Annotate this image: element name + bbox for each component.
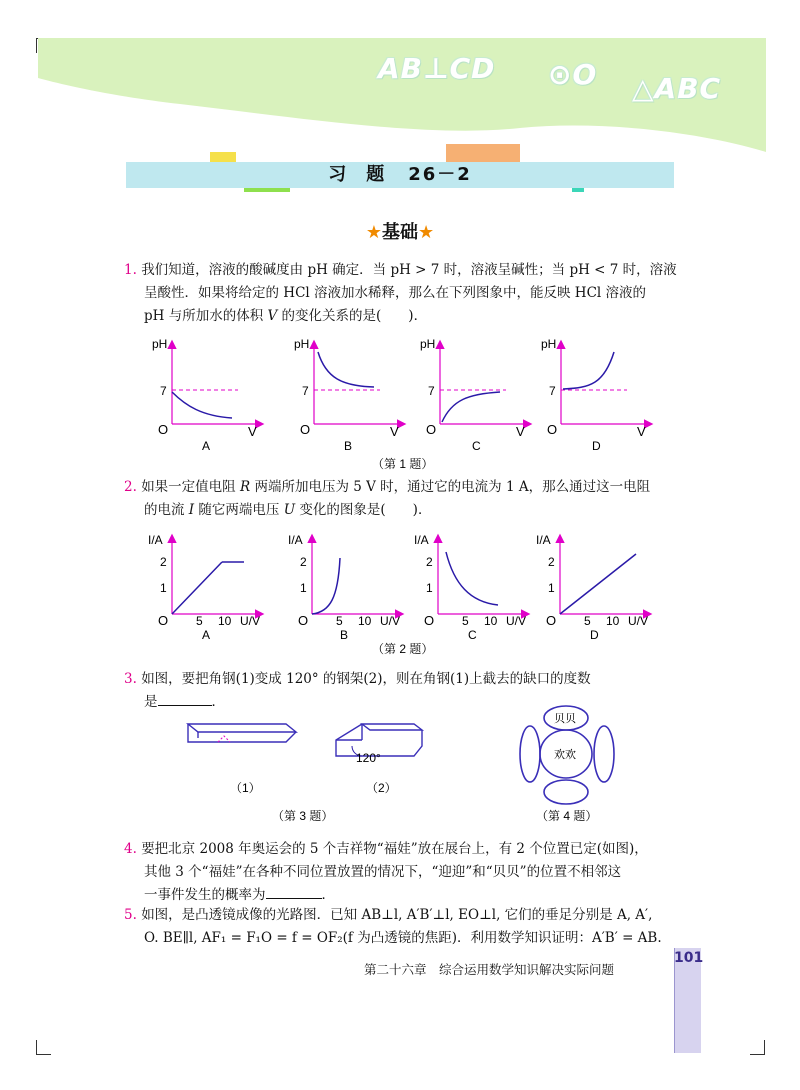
question-number: 4. — [124, 841, 137, 857]
axis-label-ph: pH — [294, 337, 310, 351]
q2-graph-b — [288, 533, 402, 642]
axis-label-ph: pH — [541, 337, 557, 351]
q1-line1: 我们知道，溶液的酸碱度由 pH 确定．当 pH > 7 时，溶液呈碱性；当 pH < 7 时，溶液 — [141, 262, 677, 278]
q3-line2b: ． — [211, 694, 225, 710]
q4-line1: 要把北京 2008 年奥运会的 5 个吉祥物“福娃”放在展台上，有 2 个位置已定(如图)， — [141, 841, 648, 857]
option-label-c: C — [472, 439, 481, 453]
axis-label-current: I/A — [288, 533, 303, 547]
origin-label: O — [158, 613, 169, 628]
tick-y-1: 1 — [160, 581, 167, 595]
q1-line3b: 的变化关系的是( )． — [277, 308, 428, 324]
tick-x-10: 10 — [606, 614, 620, 628]
q2-line1a: 如果一定值电阻 — [141, 479, 240, 495]
q1-var-v: V — [267, 308, 278, 324]
crop-mark-bottom-left — [36, 1040, 51, 1055]
q2-var-r: R — [239, 479, 251, 495]
tick-x-10: 10 — [218, 614, 232, 628]
origin-label: O — [424, 613, 435, 628]
q2-graph-a — [148, 533, 262, 642]
exercise-title — [0, 162, 800, 188]
q2-figures — [0, 528, 800, 660]
option-label-b: B — [344, 439, 353, 453]
q5-line2: O. BE∥l, AF₁ = F₁O = f = OF₂(f 为凸透镜的焦距)．利用数学知识证明：A′B′ = AB. — [144, 930, 662, 946]
q3-q4-figures — [0, 700, 800, 830]
option-label-a: A — [202, 439, 211, 453]
q2-line2b: 随它两端电压 — [194, 502, 284, 518]
origin-label: O — [298, 613, 309, 628]
star-icon: ★ — [365, 222, 382, 243]
figure-caption: （第 3 题） — [272, 809, 334, 823]
axis-label-current: I/A — [536, 533, 551, 547]
question-number: 1. — [124, 262, 137, 278]
q4-line3a: 一事件发生的概率为 — [144, 887, 266, 903]
q1-line2: 呈酸性．如果将给定的 HCl 溶液加水稀释，那么在下列图象中，能反映 HCl 溶液的 — [144, 285, 647, 301]
axis-label-v: V — [390, 424, 399, 439]
question-2 — [124, 476, 684, 522]
q1-graph-b — [294, 337, 404, 453]
option-label-a: A — [202, 628, 211, 642]
mascot-huanhuan: 欢欢 — [554, 749, 576, 761]
q1-graph-c — [420, 337, 530, 453]
question-5 — [124, 904, 684, 950]
tick-x-5: 5 — [196, 614, 203, 628]
angle-steel-1 — [188, 724, 296, 742]
axis-label-current: I/A — [414, 533, 429, 547]
option-label-b: B — [340, 628, 349, 642]
question-1 — [124, 259, 684, 328]
tick-y-1: 1 — [300, 581, 307, 595]
mascot-beibei: 贝贝 — [554, 713, 576, 725]
axis-label-voltage: U/V — [506, 614, 527, 628]
axis-label-v: V — [637, 424, 646, 439]
chapter-footer: 第二十六章 综合运用数学知识解决实际问题 — [364, 962, 615, 977]
decor-triangle: △ABC — [632, 72, 722, 105]
star-icon: ★ — [418, 222, 435, 243]
axis-label-voltage: U/V — [240, 614, 261, 628]
tick-x-5: 5 — [462, 614, 469, 628]
figure-caption: （第 2 题） — [372, 642, 434, 656]
option-label-d: D — [590, 628, 599, 642]
q2-graph-c — [414, 533, 528, 642]
tick-y-2: 2 — [548, 555, 555, 569]
tick-x-10: 10 — [358, 614, 372, 628]
tick-y-2: 2 — [426, 555, 433, 569]
question-4 — [124, 838, 684, 907]
q5-line1: 如图，是凸透镜成像的光路图．已知 AB⊥l, A′B′⊥l, EO⊥l, 它们的垂足分别是 A, A′, — [141, 907, 653, 923]
tick-y-1: 1 — [548, 581, 555, 595]
position-right — [594, 726, 614, 782]
q2-var-i: I — [188, 502, 195, 518]
position-bottom — [544, 780, 588, 804]
origin-label: O — [158, 422, 169, 437]
q2-line2a: 的电流 — [144, 502, 189, 518]
axis-label-ph: pH — [152, 337, 168, 351]
tick-x-10: 10 — [484, 614, 498, 628]
axis-label-voltage: U/V — [380, 614, 401, 628]
q4-line3b: ． — [321, 887, 335, 903]
q2-graph-d — [536, 533, 650, 642]
title-char-1: 习 — [328, 164, 349, 185]
origin-label: O — [547, 422, 558, 437]
tick-x-5: 5 — [584, 614, 591, 628]
option-label-d: D — [592, 439, 601, 453]
section-heading — [0, 218, 800, 244]
origin-label: O — [426, 422, 437, 437]
section-label: 基础 — [382, 222, 418, 243]
axis-label-ph: pH — [420, 337, 436, 351]
question-number: 5. — [124, 907, 137, 923]
tick-y-2: 2 — [300, 555, 307, 569]
q1-graph-d — [541, 337, 651, 453]
position-left — [520, 726, 540, 782]
figure-label-1: （1） — [230, 781, 261, 795]
title-deco-orange — [446, 144, 520, 164]
tick-y-2: 2 — [160, 555, 167, 569]
q3-line2a: 是 — [144, 694, 158, 710]
tick-seven: 7 — [160, 384, 167, 398]
tick-y-1: 1 — [426, 581, 433, 595]
tick-seven: 7 — [428, 384, 435, 398]
figure-caption: （第 4 题） — [536, 809, 598, 823]
title-char-2: 题 — [366, 164, 387, 185]
q3-line1: 如图，要把角钢(1)变成 120° 的钢架(2)，则在角钢(1)上截去的缺口的度数 — [141, 671, 591, 687]
q2-line2c: 变化的图象是( )． — [295, 502, 432, 518]
figure-caption: （第 1 题） — [372, 457, 434, 471]
tick-x-5: 5 — [336, 614, 343, 628]
figure-label-2: （2） — [366, 781, 397, 795]
decor-perpendicular: AB⊥CD — [378, 52, 496, 85]
crop-mark-bottom-right — [750, 1040, 765, 1055]
question-number: 2. — [124, 479, 137, 495]
option-label-c: C — [468, 628, 477, 642]
q1-figures — [0, 330, 800, 475]
q2-var-u: U — [283, 502, 296, 518]
axis-label-v: V — [516, 424, 525, 439]
axis-label-v: V — [248, 424, 257, 439]
angle-label: 120° — [356, 751, 381, 765]
decor-circle: ⊙O — [548, 58, 598, 91]
origin-label: O — [300, 422, 311, 437]
title-number: 26－2 — [408, 164, 472, 185]
q2-line1b: 两端所加电压为 5 V 时，通过它的电流为 1 A，那么通过这一电阻 — [250, 479, 651, 495]
axis-label-voltage: U/V — [628, 614, 649, 628]
axis-label-current: I/A — [148, 533, 163, 547]
tick-seven: 7 — [302, 384, 309, 398]
tick-seven: 7 — [549, 384, 556, 398]
q4-line2: 其他 3 个“福娃”在各种不同位置放置的情况下，“迎迎”和“贝贝”的位置不相邻这 — [144, 864, 622, 880]
question-number: 3. — [124, 671, 137, 687]
page-number: 101 — [674, 950, 704, 966]
answer-blank[interactable] — [266, 884, 322, 899]
origin-label: O — [546, 613, 557, 628]
q1-graph-a — [152, 337, 262, 453]
q1-line3a: pH 与所加水的体积 — [144, 308, 268, 324]
